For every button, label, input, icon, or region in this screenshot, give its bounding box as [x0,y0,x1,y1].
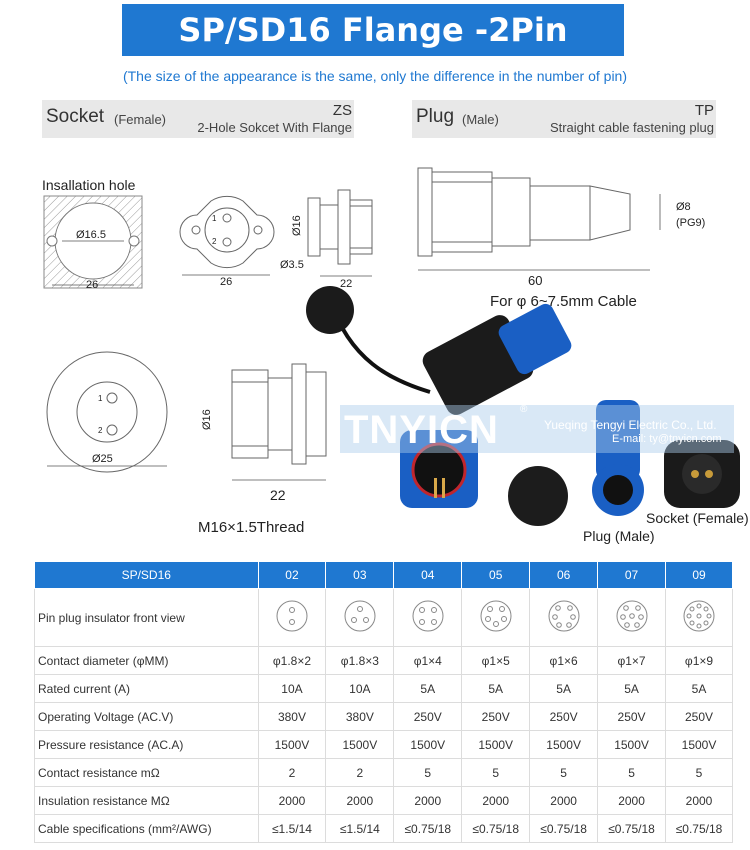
table-row [35,815,733,843]
brand-email: E-mail: ty@tnyicn.com [612,433,722,445]
dust-cap [306,286,354,334]
page-title-banner [122,4,624,56]
flange-width-label: 26 [220,276,233,288]
table-cell: φ1×9 [666,647,733,675]
table-row [35,675,733,703]
table-cell: φ1.8×3 [326,647,394,675]
install-screw-hole-left [47,236,57,246]
table-cell: φ1×6 [530,647,598,675]
table-cell: φ1×5 [462,647,530,675]
table-cell: 2000 [394,787,462,815]
side-dia-label: Ø16 [201,409,213,430]
table-cell: 5A [394,675,462,703]
face-dia-label: Ø25 [92,453,113,465]
table-cell: 5 [394,759,462,787]
cable-dia-label: Ø8 [676,201,691,213]
socket-label-name: Socket [46,106,105,127]
spec-header-03: 03 [326,562,394,589]
socket-label-gender: (Female) [114,112,167,127]
row-label: Cable specifications (mm²/AWG) [35,815,259,843]
thread-label: M16×1.5Thread [198,519,305,536]
socket-cap-photo [508,466,568,526]
table-row [35,787,733,815]
table-cell: 2000 [258,787,326,815]
table-cell: ≤1.5/14 [326,815,394,843]
table-cell: 250V [394,703,462,731]
table-cell: 2000 [326,787,394,815]
table-cell: 5 [598,759,666,787]
table-row [35,647,733,675]
pin-view-cell [530,589,598,647]
table-cell: 5A [598,675,666,703]
pin-view-cell [598,589,666,647]
table-cell: 5 [462,759,530,787]
brand-logo: TNYICN [344,408,499,452]
pin-view-cell [462,589,530,647]
table-cell: 250V [530,703,598,731]
row-label: Pressure resistance (AC.A) [35,731,259,759]
hole-width-label: 26 [86,279,99,291]
plug-label-name: Plug [416,106,455,127]
table-cell: 1500V [530,731,598,759]
table-cell: 2000 [666,787,733,815]
table-cell: 2 [258,759,326,787]
socket-caption: Socket (Female) [646,510,749,526]
pin-layout-4-icon [411,599,445,633]
table-cell: 250V [598,703,666,731]
cable-gland-label: (PG9) [676,217,706,229]
install-hole-label: Insallation hole [42,177,136,193]
table-cell: 380V [258,703,326,731]
table-cell: 1500V [598,731,666,759]
spec-table [34,561,733,843]
technical-drawing [0,150,750,550]
plug-side-view [418,168,630,256]
pin-layout-6-icon [547,599,581,633]
pin-view-cell [394,589,462,647]
row-label: Contact resistance mΩ [35,759,259,787]
plug-label-code: TP [694,102,714,119]
pin-2-label: 2 [212,237,217,246]
table-cell: 10A [326,675,394,703]
row-label: Pin plug insulator front view [35,589,259,647]
table-cell: 1500V [326,731,394,759]
table-cell: 250V [666,703,733,731]
socket-label-desc: 2-Hole Sokcet With Flange [197,120,352,135]
pin-layout-5-icon [479,599,513,633]
socket-len-label: 22 [340,278,353,290]
pin-view-cell [326,589,394,647]
table-cell: 10A [258,675,326,703]
row-label: Contact diameter (φMM) [35,647,259,675]
spec-header-05: 05 [462,562,530,589]
table-cell: ≤1.5/14 [258,815,326,843]
brand-company: Yueqing Tengyi Electric Co., Ltd. [544,418,717,432]
table-cell: 2000 [530,787,598,815]
install-screw-hole-right [129,236,139,246]
face-pin-1-label: 1 [98,394,103,403]
spec-header-02: 02 [258,562,326,589]
pin-1-label: 1 [212,214,217,223]
table-row [35,731,733,759]
spec-header-09: 09 [666,562,733,589]
table-cell: 1500V [394,731,462,759]
pin-layout-2-icon [275,599,309,633]
table-cell: 5 [530,759,598,787]
threaded-side-view [232,364,326,464]
plug-caption: Plug (Male) [583,528,655,544]
table-cell: ≤0.75/18 [530,815,598,843]
table-cell: 5A [462,675,530,703]
page-title: SP/SD16 Flange -2Pin [178,11,568,49]
side-len-label: 22 [270,487,286,503]
pin-layout-7-icon [615,599,649,633]
socket-label-code: ZS [332,102,352,119]
table-row [35,589,733,647]
spec-header-06: 06 [530,562,598,589]
table-cell: 380V [326,703,394,731]
table-cell: 2 [326,759,394,787]
row-label: Insulation resistance MΩ [35,787,259,815]
spec-header-07: 07 [598,562,666,589]
pin-view-cell [666,589,733,647]
pin-view-cell [258,589,326,647]
screw-dia-label: Ø3.5 [280,259,304,271]
table-cell: ≤0.75/18 [666,815,733,843]
brand-registered: ® [520,404,528,415]
table-cell: φ1×7 [598,647,666,675]
hole-dia-label: Ø16.5 [76,229,106,241]
pin-layout-3-icon [343,599,377,633]
table-cell: 5A [666,675,733,703]
table-cell: ≤0.75/18 [598,815,666,843]
table-cell: 1500V [258,731,326,759]
spec-header-model: SP/SD16 [35,562,259,589]
table-cell: ≤0.75/18 [394,815,462,843]
table-row [35,759,733,787]
spec-header-row [35,562,733,589]
table-cell: ≤0.75/18 [462,815,530,843]
table-cell: 1500V [462,731,530,759]
table-cell: 5 [666,759,733,787]
face-pin-2-label: 2 [98,426,103,435]
table-cell: 5A [530,675,598,703]
cable-range-label: For φ 6~7.5mm Cable [490,293,637,310]
socket-side-view [308,190,372,264]
subtitle-note: (The size of the appearance is the same, only the difference in the number of pin) [122,68,628,84]
plug-label-desc: Straight cable fastening plug [549,120,714,135]
row-label: Operating Voltage (AC.V) [35,703,259,731]
table-row [35,703,733,731]
plug-label-gender: (Male) [462,112,499,127]
socket-dia-label: Ø16 [291,215,303,236]
spec-header-04: 04 [394,562,462,589]
row-label: Rated current (A) [35,675,259,703]
socket-label-box [42,100,354,138]
pin-layout-9-icon [682,599,716,633]
plug-label-box [412,100,716,138]
table-cell: φ1.8×2 [258,647,326,675]
table-cell: 250V [462,703,530,731]
socket-face-insulator [77,382,137,442]
plug-len-label: 60 [528,273,543,288]
table-cell: 1500V [666,731,733,759]
table-cell: 2000 [462,787,530,815]
table-cell: φ1×4 [394,647,462,675]
table-cell: 2000 [598,787,666,815]
